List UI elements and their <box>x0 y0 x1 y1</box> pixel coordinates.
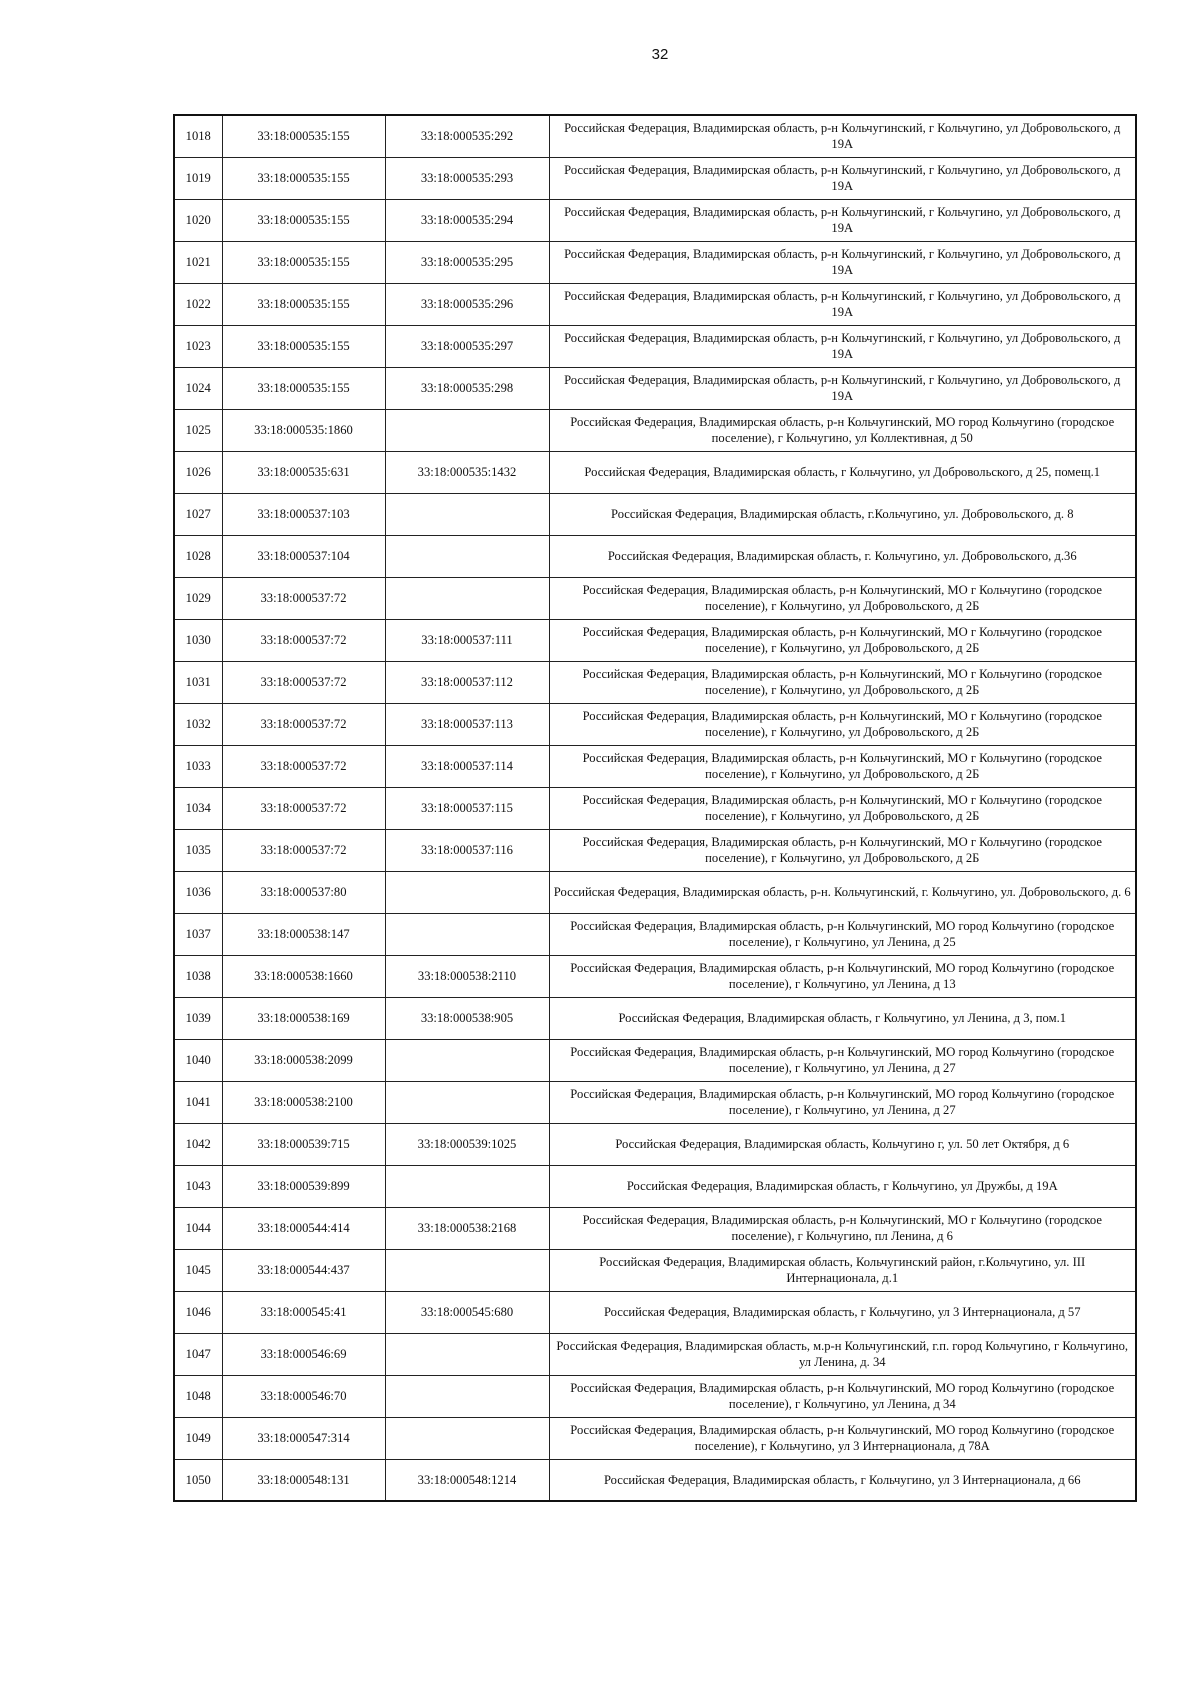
table-row <box>174 1375 1136 1417</box>
row-number-cell: 1026 <box>174 451 222 493</box>
parcel-cadastral-cell: 33:18:000546:70 <box>222 1375 385 1417</box>
address-cell: Российская Федерация, Владимирская область, р-н Кольчугинский, МО город Кольчугино (городское поселение), г Кольчугино, ул Ленина, д 27 <box>549 1039 1136 1081</box>
parcel-cadastral-cell: 33:18:000535:155 <box>222 115 385 157</box>
row-number-cell: 1018 <box>174 115 222 157</box>
object-cadastral-cell <box>385 1333 549 1375</box>
table-row <box>174 325 1136 367</box>
address-cell: Российская Федерация, Владимирская область, р-н Кольчугинский, г Кольчугино, ул Добровольского, д 19А <box>549 283 1136 325</box>
row-number-cell: 1042 <box>174 1123 222 1165</box>
row-number-cell: 1027 <box>174 493 222 535</box>
parcel-cadastral-cell: 33:18:000538:1660 <box>222 955 385 997</box>
object-cadastral-cell: 33:18:000537:113 <box>385 703 549 745</box>
parcel-cadastral-cell: 33:18:000544:437 <box>222 1249 385 1291</box>
object-cadastral-cell <box>385 913 549 955</box>
object-cadastral-cell: 33:18:000539:1025 <box>385 1123 549 1165</box>
row-number-cell: 1033 <box>174 745 222 787</box>
table-row <box>174 115 1136 157</box>
address-cell: Российская Федерация, Владимирская область, р-н Кольчугинский, МО г Кольчугино (городское поселение), г Кольчугино, ул Добровольского, д 2Б <box>549 787 1136 829</box>
address-cell: Российская Федерация, Владимирская область, г. Кольчугино, ул. Добровольского, д.36 <box>549 535 1136 577</box>
table-row <box>174 703 1136 745</box>
object-cadastral-cell: 33:18:000538:2168 <box>385 1207 549 1249</box>
table-row <box>174 997 1136 1039</box>
parcel-cadastral-cell: 33:18:000535:1860 <box>222 409 385 451</box>
table-row <box>174 1123 1136 1165</box>
address-cell: Российская Федерация, Владимирская область, р-н Кольчугинский, г Кольчугино, ул Добровольского, д 19А <box>549 241 1136 283</box>
table-row <box>174 1333 1136 1375</box>
object-cadastral-cell: 33:18:000538:2110 <box>385 955 549 997</box>
table-row <box>174 1291 1136 1333</box>
address-cell: Российская Федерация, Владимирская область, р-н Кольчугинский, МО г Кольчугино (городское поселение), г Кольчугино, ул Добровольского, д 2Б <box>549 577 1136 619</box>
object-cadastral-cell: 33:18:000535:297 <box>385 325 549 367</box>
parcel-cadastral-cell: 33:18:000544:414 <box>222 1207 385 1249</box>
row-number-cell: 1024 <box>174 367 222 409</box>
parcel-cadastral-cell: 33:18:000538:169 <box>222 997 385 1039</box>
parcel-cadastral-cell: 33:18:000537:72 <box>222 787 385 829</box>
table-row <box>174 283 1136 325</box>
address-cell: Российская Федерация, Владимирская область, р-н Кольчугинский, МО г Кольчугино (городское поселение), г Кольчугино, ул Добровольского, д 2Б <box>549 661 1136 703</box>
object-cadastral-cell <box>385 871 549 913</box>
object-cadastral-cell: 33:18:000545:680 <box>385 1291 549 1333</box>
parcel-cadastral-cell: 33:18:000537:72 <box>222 703 385 745</box>
parcel-cadastral-cell: 33:18:000535:631 <box>222 451 385 493</box>
address-cell: Российская Федерация, Владимирская область, г Кольчугино, ул 3 Интернационала, д 57 <box>549 1291 1136 1333</box>
address-cell: Российская Федерация, Владимирская область, г.Кольчугино, ул. Добровольского, д. 8 <box>549 493 1136 535</box>
row-number-cell: 1044 <box>174 1207 222 1249</box>
row-number-cell: 1025 <box>174 409 222 451</box>
row-number-cell: 1029 <box>174 577 222 619</box>
address-cell: Российская Федерация, Владимирская область, р-н Кольчугинский, МО г Кольчугино (городское поселение), г Кольчугино, ул Добровольского, д 2Б <box>549 829 1136 871</box>
parcel-cadastral-cell: 33:18:000537:104 <box>222 535 385 577</box>
row-number-cell: 1036 <box>174 871 222 913</box>
object-cadastral-cell: 33:18:000535:1432 <box>385 451 549 493</box>
address-cell: Российская Федерация, Владимирская область, р-н Кольчугинский, МО город Кольчугино (городское поселение), г Кольчугино, ул Коллективная, д 50 <box>549 409 1136 451</box>
row-number-cell: 1034 <box>174 787 222 829</box>
address-cell: Российская Федерация, Владимирская область, Кольчугинский район, г.Кольчугино, ул. III Интернационала, д.1 <box>549 1249 1136 1291</box>
table-row <box>174 829 1136 871</box>
page-number: 32 <box>651 46 669 63</box>
address-cell: Российская Федерация, Владимирская область, р-н Кольчугинский, МО г Кольчугино (городское поселение), г Кольчугино, ул Добровольского, д 2Б <box>549 745 1136 787</box>
row-number-cell: 1043 <box>174 1165 222 1207</box>
table-row <box>174 451 1136 493</box>
table-row <box>174 1039 1136 1081</box>
table-row <box>174 1081 1136 1123</box>
row-number-cell: 1050 <box>174 1459 222 1501</box>
object-cadastral-cell <box>385 1165 549 1207</box>
object-cadastral-cell <box>385 493 549 535</box>
table-row <box>174 1165 1136 1207</box>
parcel-cadastral-cell: 33:18:000535:155 <box>222 199 385 241</box>
parcel-cadastral-cell: 33:18:000535:155 <box>222 283 385 325</box>
address-cell: Российская Федерация, Владимирская область, р-н Кольчугинский, МО город Кольчугино (городское поселение), г Кольчугино, ул Ленина, д 25 <box>549 913 1136 955</box>
object-cadastral-cell: 33:18:000537:114 <box>385 745 549 787</box>
table-row <box>174 913 1136 955</box>
object-cadastral-cell <box>385 1249 549 1291</box>
table-row <box>174 157 1136 199</box>
row-number-cell: 1045 <box>174 1249 222 1291</box>
object-cadastral-cell: 33:18:000535:294 <box>385 199 549 241</box>
parcel-cadastral-cell: 33:18:000537:72 <box>222 619 385 661</box>
row-number-cell: 1046 <box>174 1291 222 1333</box>
object-cadastral-cell: 33:18:000537:116 <box>385 829 549 871</box>
parcel-cadastral-cell: 33:18:000535:155 <box>222 325 385 367</box>
parcel-cadastral-cell: 33:18:000535:155 <box>222 241 385 283</box>
table-row <box>174 745 1136 787</box>
address-cell: Российская Федерация, Владимирская область, г Кольчугино, ул Добровольского, д 25, помещ.1 <box>549 451 1136 493</box>
object-cadastral-cell <box>385 535 549 577</box>
row-number-cell: 1028 <box>174 535 222 577</box>
row-number-cell: 1032 <box>174 703 222 745</box>
table-row <box>174 367 1136 409</box>
parcel-cadastral-cell: 33:18:000537:80 <box>222 871 385 913</box>
address-cell: Российская Федерация, Владимирская область, р-н Кольчугинский, г Кольчугино, ул Добровольского, д 19А <box>549 157 1136 199</box>
parcel-cadastral-cell: 33:18:000537:72 <box>222 661 385 703</box>
address-cell: Российская Федерация, Владимирская область, р-н. Кольчугинский, г. Кольчугино, ул. Добровольского, д. 6 <box>549 871 1136 913</box>
row-number-cell: 1022 <box>174 283 222 325</box>
table-row <box>174 871 1136 913</box>
object-cadastral-cell <box>385 1081 549 1123</box>
registry-table <box>173 114 1137 1502</box>
object-cadastral-cell <box>385 1417 549 1459</box>
address-cell: Российская Федерация, Владимирская область, р-н Кольчугинский, г Кольчугино, ул Добровольского, д 19А <box>549 325 1136 367</box>
row-number-cell: 1031 <box>174 661 222 703</box>
parcel-cadastral-cell: 33:18:000539:715 <box>222 1123 385 1165</box>
address-cell: Российская Федерация, Владимирская область, м.р-н Кольчугинский, г.п. город Кольчугино, г Кольчугино, ул Ленина, д. 34 <box>549 1333 1136 1375</box>
parcel-cadastral-cell: 33:18:000537:72 <box>222 829 385 871</box>
parcel-cadastral-cell: 33:18:000537:103 <box>222 493 385 535</box>
table-row <box>174 1249 1136 1291</box>
parcel-cadastral-cell: 33:18:000545:41 <box>222 1291 385 1333</box>
address-cell: Российская Федерация, Владимирская область, р-н Кольчугинский, МО г Кольчугино (городское поселение), г Кольчугино, пл Ленина, д 6 <box>549 1207 1136 1249</box>
parcel-cadastral-cell: 33:18:000537:72 <box>222 577 385 619</box>
object-cadastral-cell: 33:18:000537:111 <box>385 619 549 661</box>
address-cell: Российская Федерация, Владимирская область, г Кольчугино, ул 3 Интернационала, д 66 <box>549 1459 1136 1501</box>
table-row <box>174 787 1136 829</box>
object-cadastral-cell: 33:18:000538:905 <box>385 997 549 1039</box>
address-cell: Российская Федерация, Владимирская область, р-н Кольчугинский, г Кольчугино, ул Добровольского, д 19А <box>549 115 1136 157</box>
row-number-cell: 1049 <box>174 1417 222 1459</box>
parcel-cadastral-cell: 33:18:000539:899 <box>222 1165 385 1207</box>
table-row <box>174 535 1136 577</box>
object-cadastral-cell: 33:18:000535:295 <box>385 241 549 283</box>
object-cadastral-cell: 33:18:000537:112 <box>385 661 549 703</box>
parcel-cadastral-cell: 33:18:000546:69 <box>222 1333 385 1375</box>
object-cadastral-cell: 33:18:000535:293 <box>385 157 549 199</box>
row-number-cell: 1021 <box>174 241 222 283</box>
object-cadastral-cell: 33:18:000535:298 <box>385 367 549 409</box>
parcel-cadastral-cell: 33:18:000535:155 <box>222 367 385 409</box>
address-cell: Российская Федерация, Владимирская область, р-н Кольчугинский, г Кольчугино, ул Добровольского, д 19А <box>549 367 1136 409</box>
object-cadastral-cell <box>385 409 549 451</box>
table-row <box>174 577 1136 619</box>
object-cadastral-cell <box>385 1039 549 1081</box>
row-number-cell: 1020 <box>174 199 222 241</box>
table-row <box>174 241 1136 283</box>
object-cadastral-cell: 33:18:000535:296 <box>385 283 549 325</box>
address-cell: Российская Федерация, Владимирская область, р-н Кольчугинский, МО город Кольчугино (городское поселение), г Кольчугино, ул Ленина, д 34 <box>549 1375 1136 1417</box>
parcel-cadastral-cell: 33:18:000538:2099 <box>222 1039 385 1081</box>
address-cell: Российская Федерация, Владимирская область, р-н Кольчугинский, МО город Кольчугино (городское поселение), г Кольчугино, ул Ленина, д 13 <box>549 955 1136 997</box>
address-cell: Российская Федерация, Владимирская область, р-н Кольчугинский, МО город Кольчугино (городское поселение), г Кольчугино, ул Ленина, д 27 <box>549 1081 1136 1123</box>
row-number-cell: 1040 <box>174 1039 222 1081</box>
object-cadastral-cell: 33:18:000535:292 <box>385 115 549 157</box>
row-number-cell: 1035 <box>174 829 222 871</box>
row-number-cell: 1030 <box>174 619 222 661</box>
row-number-cell: 1023 <box>174 325 222 367</box>
parcel-cadastral-cell: 33:18:000548:131 <box>222 1459 385 1501</box>
table-row <box>174 619 1136 661</box>
table-row <box>174 199 1136 241</box>
row-number-cell: 1038 <box>174 955 222 997</box>
table-row <box>174 1417 1136 1459</box>
parcel-cadastral-cell: 33:18:000537:72 <box>222 745 385 787</box>
object-cadastral-cell: 33:18:000537:115 <box>385 787 549 829</box>
object-cadastral-cell: 33:18:000548:1214 <box>385 1459 549 1501</box>
table-row <box>174 661 1136 703</box>
row-number-cell: 1041 <box>174 1081 222 1123</box>
table-row <box>174 1207 1136 1249</box>
table-row <box>174 409 1136 451</box>
address-cell: Российская Федерация, Владимирская область, р-н Кольчугинский, МО город Кольчугино (городское поселение), г Кольчугино, ул 3 Интернационала, д 78А <box>549 1417 1136 1459</box>
row-number-cell: 1047 <box>174 1333 222 1375</box>
address-cell: Российская Федерация, Владимирская область, р-н Кольчугинский, г Кольчугино, ул Добровольского, д 19А <box>549 199 1136 241</box>
address-cell: Российская Федерация, Владимирская область, Кольчугино г, ул. 50 лет Октября, д 6 <box>549 1123 1136 1165</box>
table-row <box>174 493 1136 535</box>
row-number-cell: 1037 <box>174 913 222 955</box>
row-number-cell: 1019 <box>174 157 222 199</box>
row-number-cell: 1048 <box>174 1375 222 1417</box>
address-cell: Российская Федерация, Владимирская область, р-н Кольчугинский, МО г Кольчугино (городское поселение), г Кольчугино, ул Добровольского, д 2Б <box>549 703 1136 745</box>
parcel-cadastral-cell: 33:18:000547:314 <box>222 1417 385 1459</box>
address-cell: Российская Федерация, Владимирская область, г Кольчугино, ул Ленина, д 3, пом.1 <box>549 997 1136 1039</box>
parcel-cadastral-cell: 33:18:000535:155 <box>222 157 385 199</box>
object-cadastral-cell <box>385 1375 549 1417</box>
address-cell: Российская Федерация, Владимирская область, р-н Кольчугинский, МО г Кольчугино (городское поселение), г Кольчугино, ул Добровольского, д 2Б <box>549 619 1136 661</box>
parcel-cadastral-cell: 33:18:000538:2100 <box>222 1081 385 1123</box>
address-cell: Российская Федерация, Владимирская область, г Кольчугино, ул Дружбы, д 19А <box>549 1165 1136 1207</box>
row-number-cell: 1039 <box>174 997 222 1039</box>
object-cadastral-cell <box>385 577 549 619</box>
parcel-cadastral-cell: 33:18:000538:147 <box>222 913 385 955</box>
table-row <box>174 1459 1136 1501</box>
table-row <box>174 955 1136 997</box>
